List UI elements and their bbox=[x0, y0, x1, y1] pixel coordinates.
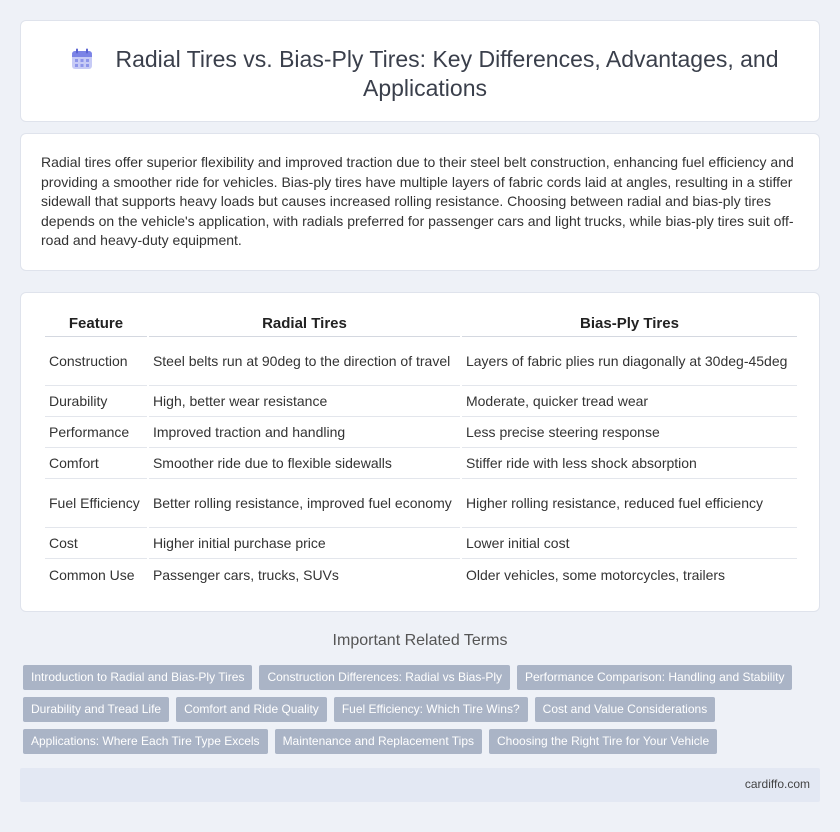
related-terms-list bbox=[23, 665, 823, 761]
radial-cell: Steel belts run at 90deg to the direction of travel bbox=[149, 337, 460, 386]
table-header-row bbox=[45, 315, 797, 337]
related-term-tag[interactable]: Fuel Efficiency: Which Tire Wins? bbox=[334, 697, 528, 722]
calendar-icon bbox=[71, 48, 93, 70]
radial-cell: Better rolling resistance, improved fuel economy bbox=[149, 479, 460, 528]
table-row bbox=[45, 479, 797, 528]
related-term-tag[interactable]: Durability and Tread Life bbox=[23, 697, 169, 722]
bias-ply-cell: Moderate, quicker tread wear bbox=[462, 386, 797, 417]
page-title-text: Radial Tires vs. Bias-Ply Tires: Key Differences, Advantages, and Applications bbox=[115, 46, 779, 101]
related-term-tag[interactable]: Comfort and Ride Quality bbox=[176, 697, 327, 722]
related-term-tag[interactable]: Performance Comparison: Handling and Stability bbox=[517, 665, 792, 690]
radial-cell: Improved traction and handling bbox=[149, 417, 460, 448]
footer-site-link[interactable]: cardiffo.com bbox=[744, 777, 810, 791]
table-row bbox=[45, 337, 797, 386]
table-row bbox=[45, 559, 797, 590]
feature-cell: Cost bbox=[45, 528, 147, 559]
related-term-tag[interactable]: Introduction to Radial and Bias-Ply Tires bbox=[23, 665, 252, 690]
related-term-tag[interactable]: Applications: Where Each Tire Type Excels bbox=[23, 729, 268, 754]
radial-cell: Higher initial purchase price bbox=[149, 528, 460, 559]
bias-ply-cell: Older vehicles, some motorcycles, trailers bbox=[465, 566, 726, 583]
comparison-card bbox=[20, 292, 820, 612]
bias-ply-cell: Lower initial cost bbox=[462, 528, 797, 559]
bias-ply-cell: Layers of fabric plies run diagonally at 30deg-45deg bbox=[462, 337, 797, 386]
bias-ply-cell: Less precise steering response bbox=[462, 417, 797, 448]
related-term-tag[interactable]: Choosing the Right Tire for Your Vehicle bbox=[489, 729, 717, 754]
table-row bbox=[45, 448, 797, 479]
title-card bbox=[20, 20, 820, 122]
table-row bbox=[45, 386, 797, 417]
intro-paragraph: Radial tires offer superior flexibility and improved traction due to their steel belt construction, enhancing fuel efficiency and providing a smoother ride for vehicles. Bias-ply tires have multiple layers of fabric cords laid at angles, resulting in a stiffer sidewall that supports heavy loads but causes increased rolling resistance. Choosing between radial and bias-ply tires depends on the vehicle's application, with radials preferred for passenger cars and light trucks, while bias-ply tires suit off-road and heavy-duty equipment. bbox=[41, 154, 794, 249]
bias-ply-cell: Stiffer ride with less shock absorption bbox=[462, 448, 797, 479]
related-term-tag[interactable]: Construction Differences: Radial vs Bias-Ply bbox=[259, 665, 510, 690]
tag-row bbox=[23, 665, 823, 697]
related-term-tag[interactable]: Cost and Value Considerations bbox=[535, 697, 716, 722]
table-row bbox=[45, 417, 797, 448]
radial-cell: High, better wear resistance bbox=[149, 386, 460, 417]
tag-row bbox=[23, 729, 823, 761]
feature-cell: Comfort bbox=[45, 448, 147, 479]
related-term-tag[interactable]: Maintenance and Replacement Tips bbox=[275, 729, 482, 754]
header-feature: Feature bbox=[45, 315, 147, 337]
related-terms-title: Important Related Terms bbox=[332, 632, 508, 649]
feature-cell: Durability bbox=[45, 386, 147, 417]
feature-cell: Fuel Efficiency bbox=[45, 479, 147, 528]
table-row bbox=[45, 528, 797, 559]
bias-ply-cell: Higher rolling resistance, reduced fuel efficiency bbox=[462, 479, 797, 528]
radial-cell: Passenger cars, trucks, SUVs bbox=[152, 566, 339, 583]
comparison-table bbox=[43, 315, 799, 590]
radial-cell: Smoother ride due to flexible sidewalls bbox=[149, 448, 460, 479]
feature-cell: Common Use bbox=[49, 566, 135, 583]
page-title bbox=[61, 45, 789, 103]
intro-card bbox=[20, 133, 820, 271]
header-bias-ply: Bias-Ply Tires bbox=[462, 315, 797, 337]
feature-cell: Construction bbox=[45, 337, 147, 386]
footer bbox=[20, 768, 820, 802]
header-radial: Radial Tires bbox=[149, 315, 460, 337]
feature-cell: Performance bbox=[45, 417, 147, 448]
tag-row bbox=[23, 697, 823, 729]
